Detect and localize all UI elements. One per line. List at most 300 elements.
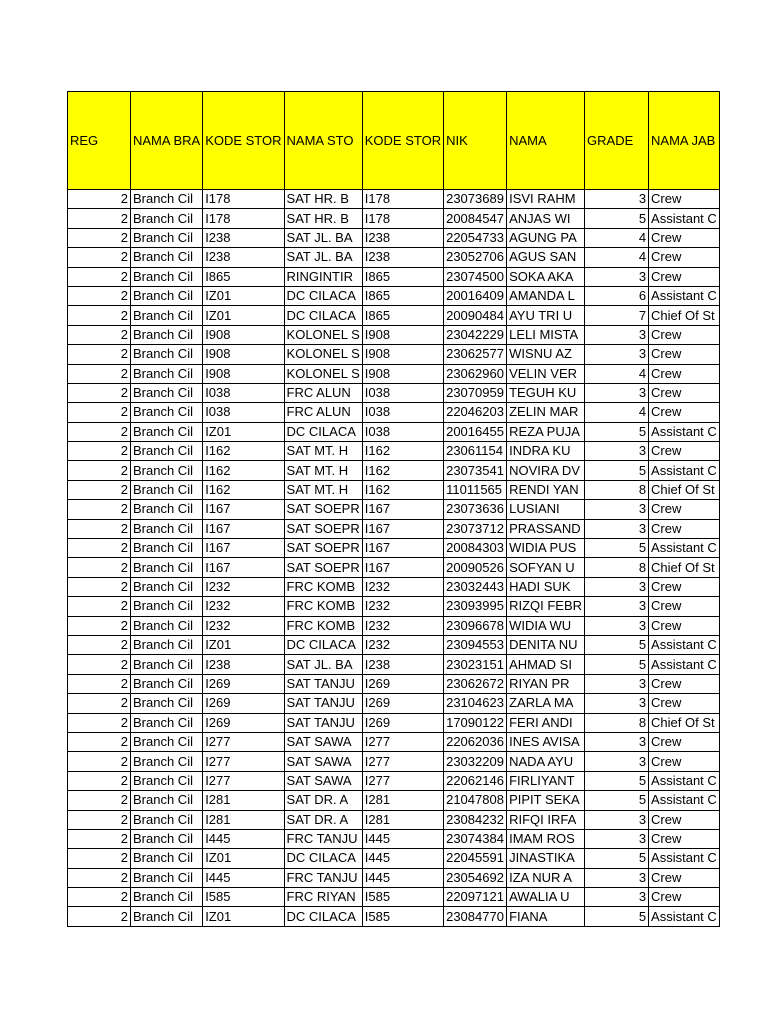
- cell-col-nama-branch[interactable]: Branch Cil: [131, 888, 203, 907]
- cell-col-nama-store[interactable]: SAT MT. H: [284, 442, 362, 461]
- cell-col-nama-branch[interactable]: Branch Cil: [131, 422, 203, 441]
- cell-col-grade[interactable]: 5: [585, 771, 649, 790]
- header-cell-col-kode-store-1[interactable]: KODE STOR: [203, 92, 284, 190]
- cell-col-nama-store[interactable]: FRC KOMB: [284, 577, 362, 596]
- cell-col-nama-store[interactable]: DC CILACA: [284, 306, 362, 325]
- cell-col-nama-jabatan[interactable]: Assistant C: [649, 422, 720, 441]
- cell-col-kode-store-1[interactable]: I232: [203, 577, 284, 596]
- cell-col-reg[interactable]: 2: [68, 228, 131, 247]
- cell-col-kode-store-2[interactable]: I277: [362, 752, 443, 771]
- cell-col-nama-jabatan[interactable]: Crew: [649, 597, 720, 616]
- cell-col-nama-branch[interactable]: Branch Cil: [131, 519, 203, 538]
- cell-col-kode-store-1[interactable]: I167: [203, 558, 284, 577]
- cell-col-grade[interactable]: 3: [585, 732, 649, 751]
- cell-col-nama-store[interactable]: KOLONEL S: [284, 345, 362, 364]
- cell-col-nama-jabatan[interactable]: Chief Of St: [649, 713, 720, 732]
- cell-col-nik[interactable]: 23042229: [444, 325, 507, 344]
- cell-col-kode-store-1[interactable]: I269: [203, 694, 284, 713]
- cell-col-grade[interactable]: 5: [585, 209, 649, 228]
- cell-col-nik[interactable]: 22054733: [444, 228, 507, 247]
- cell-col-kode-store-2[interactable]: I281: [362, 810, 443, 829]
- cell-col-nik[interactable]: 23073541: [444, 461, 507, 480]
- cell-col-nama-jabatan[interactable]: Crew: [649, 325, 720, 344]
- cell-col-grade[interactable]: 4: [585, 403, 649, 422]
- cell-col-reg[interactable]: 2: [68, 635, 131, 654]
- cell-col-kode-store-1[interactable]: IZ01: [203, 907, 284, 926]
- cell-col-reg[interactable]: 2: [68, 655, 131, 674]
- cell-col-grade[interactable]: 3: [585, 190, 649, 209]
- cell-col-nama-jabatan[interactable]: Chief Of St: [649, 480, 720, 499]
- cell-col-nama-jabatan[interactable]: Crew: [649, 403, 720, 422]
- cell-col-nama-branch[interactable]: Branch Cil: [131, 442, 203, 461]
- cell-col-nik[interactable]: 20084303: [444, 539, 507, 558]
- cell-col-nama-branch[interactable]: Branch Cil: [131, 306, 203, 325]
- cell-col-nama-store[interactable]: DC CILACA: [284, 422, 362, 441]
- cell-col-nama[interactable]: ISVI RAHM: [507, 190, 585, 209]
- cell-col-nama[interactable]: DENITA NU: [507, 635, 585, 654]
- cell-col-nama-store[interactable]: FRC KOMB: [284, 597, 362, 616]
- cell-col-kode-store-2[interactable]: I178: [362, 190, 443, 209]
- cell-col-nama[interactable]: FERI ANDI: [507, 713, 585, 732]
- cell-col-kode-store-2[interactable]: I445: [362, 849, 443, 868]
- cell-col-grade[interactable]: 3: [585, 500, 649, 519]
- cell-col-nik[interactable]: 20090526: [444, 558, 507, 577]
- cell-col-reg[interactable]: 2: [68, 694, 131, 713]
- cell-col-reg[interactable]: 2: [68, 461, 131, 480]
- cell-col-kode-store-2[interactable]: I167: [362, 558, 443, 577]
- cell-col-grade[interactable]: 3: [585, 597, 649, 616]
- header-cell-col-nama-store[interactable]: NAMA STO: [284, 92, 362, 190]
- cell-col-grade[interactable]: 5: [585, 791, 649, 810]
- cell-col-reg[interactable]: 2: [68, 539, 131, 558]
- cell-col-reg[interactable]: 2: [68, 403, 131, 422]
- cell-col-nik[interactable]: 20016409: [444, 286, 507, 305]
- cell-col-kode-store-2[interactable]: I038: [362, 403, 443, 422]
- cell-col-nama-branch[interactable]: Branch Cil: [131, 616, 203, 635]
- cell-col-kode-store-1[interactable]: IZ01: [203, 286, 284, 305]
- cell-col-reg[interactable]: 2: [68, 849, 131, 868]
- header-cell-col-nama-jabatan[interactable]: NAMA JAB: [649, 92, 720, 190]
- cell-col-kode-store-1[interactable]: I167: [203, 539, 284, 558]
- cell-col-nama-jabatan[interactable]: Assistant C: [649, 907, 720, 926]
- cell-col-kode-store-2[interactable]: I281: [362, 791, 443, 810]
- cell-col-kode-store-1[interactable]: I167: [203, 500, 284, 519]
- cell-col-reg[interactable]: 2: [68, 306, 131, 325]
- cell-col-reg[interactable]: 2: [68, 248, 131, 267]
- cell-col-nama-jabatan[interactable]: Crew: [649, 829, 720, 848]
- cell-col-nama-store[interactable]: SAT MT. H: [284, 461, 362, 480]
- cell-col-nama-branch[interactable]: Branch Cil: [131, 539, 203, 558]
- cell-col-nik[interactable]: 23052706: [444, 248, 507, 267]
- cell-col-nama-jabatan[interactable]: Crew: [649, 752, 720, 771]
- cell-col-grade[interactable]: 5: [585, 655, 649, 674]
- cell-col-reg[interactable]: 2: [68, 286, 131, 305]
- cell-col-nama-branch[interactable]: Branch Cil: [131, 713, 203, 732]
- cell-col-nik[interactable]: 20084547: [444, 209, 507, 228]
- cell-col-nama-jabatan[interactable]: Crew: [649, 500, 720, 519]
- cell-col-kode-store-1[interactable]: I162: [203, 461, 284, 480]
- cell-col-nama-store[interactable]: FRC TANJU: [284, 868, 362, 887]
- cell-col-nama[interactable]: RIFQI IRFA: [507, 810, 585, 829]
- cell-col-reg[interactable]: 2: [68, 810, 131, 829]
- cell-col-grade[interactable]: 3: [585, 752, 649, 771]
- cell-col-nama-branch[interactable]: Branch Cil: [131, 228, 203, 247]
- cell-col-nama-branch[interactable]: Branch Cil: [131, 635, 203, 654]
- cell-col-grade[interactable]: 7: [585, 306, 649, 325]
- cell-col-nama-store[interactable]: SAT JL. BA: [284, 248, 362, 267]
- cell-col-nama-jabatan[interactable]: Crew: [649, 383, 720, 402]
- cell-col-kode-store-2[interactable]: I038: [362, 383, 443, 402]
- cell-col-kode-store-1[interactable]: I908: [203, 364, 284, 383]
- cell-col-nama-branch[interactable]: Branch Cil: [131, 577, 203, 596]
- cell-col-nama-branch[interactable]: Branch Cil: [131, 597, 203, 616]
- cell-col-nik[interactable]: 23094553: [444, 635, 507, 654]
- cell-col-nik[interactable]: 21047808: [444, 791, 507, 810]
- cell-col-nama-store[interactable]: KOLONEL S: [284, 325, 362, 344]
- cell-col-nama-branch[interactable]: Branch Cil: [131, 674, 203, 693]
- cell-col-nama-store[interactable]: SAT SAWA: [284, 732, 362, 751]
- cell-col-nama-branch[interactable]: Branch Cil: [131, 383, 203, 402]
- cell-col-nama[interactable]: WIDIA PUS: [507, 539, 585, 558]
- cell-col-nama-jabatan[interactable]: Crew: [649, 674, 720, 693]
- cell-col-nama-jabatan[interactable]: Crew: [649, 345, 720, 364]
- cell-col-nik[interactable]: 22062146: [444, 771, 507, 790]
- cell-col-kode-store-2[interactable]: I232: [362, 597, 443, 616]
- cell-col-nama-jabatan[interactable]: Assistant C: [649, 209, 720, 228]
- cell-col-nama-branch[interactable]: Branch Cil: [131, 907, 203, 926]
- cell-col-grade[interactable]: 8: [585, 558, 649, 577]
- cell-col-nama-store[interactable]: RINGINTIR: [284, 267, 362, 286]
- cell-col-kode-store-1[interactable]: IZ01: [203, 635, 284, 654]
- cell-col-nama[interactable]: VELIN VER: [507, 364, 585, 383]
- cell-col-nama[interactable]: LUSIANI: [507, 500, 585, 519]
- cell-col-grade[interactable]: 6: [585, 286, 649, 305]
- cell-col-grade[interactable]: 5: [585, 907, 649, 926]
- cell-col-nama-jabatan[interactable]: Assistant C: [649, 539, 720, 558]
- cell-col-grade[interactable]: 3: [585, 267, 649, 286]
- cell-col-nama-jabatan[interactable]: Crew: [649, 616, 720, 635]
- cell-col-kode-store-2[interactable]: I167: [362, 539, 443, 558]
- cell-col-kode-store-1[interactable]: I162: [203, 480, 284, 499]
- cell-col-nama[interactable]: RIZQI FEBR: [507, 597, 585, 616]
- cell-col-nama[interactable]: AHMAD SI: [507, 655, 585, 674]
- cell-col-nama-jabatan[interactable]: Crew: [649, 190, 720, 209]
- cell-col-grade[interactable]: 8: [585, 713, 649, 732]
- cell-col-nama[interactable]: LELI MISTA: [507, 325, 585, 344]
- cell-col-nik[interactable]: 23073689: [444, 190, 507, 209]
- cell-col-nama-store[interactable]: SAT SAWA: [284, 752, 362, 771]
- cell-col-nama[interactable]: FIRLIYANT: [507, 771, 585, 790]
- cell-col-grade[interactable]: 4: [585, 364, 649, 383]
- cell-col-nama-store[interactable]: SAT TANJU: [284, 713, 362, 732]
- cell-col-kode-store-1[interactable]: I908: [203, 325, 284, 344]
- cell-col-reg[interactable]: 2: [68, 500, 131, 519]
- cell-col-reg[interactable]: 2: [68, 383, 131, 402]
- cell-col-reg[interactable]: 2: [68, 752, 131, 771]
- cell-col-nama-branch[interactable]: Branch Cil: [131, 752, 203, 771]
- cell-col-nik[interactable]: 23073636: [444, 500, 507, 519]
- cell-col-nama-store[interactable]: SAT DR. A: [284, 810, 362, 829]
- cell-col-nama[interactable]: NOVIRA DV: [507, 461, 585, 480]
- cell-col-kode-store-2[interactable]: I908: [362, 345, 443, 364]
- cell-col-kode-store-2[interactable]: I162: [362, 480, 443, 499]
- cell-col-kode-store-1[interactable]: I238: [203, 655, 284, 674]
- cell-col-nama[interactable]: ZARLA MA: [507, 694, 585, 713]
- cell-col-nama-jabatan[interactable]: Assistant C: [649, 635, 720, 654]
- cell-col-kode-store-2[interactable]: I232: [362, 577, 443, 596]
- cell-col-grade[interactable]: 5: [585, 422, 649, 441]
- cell-col-nik[interactable]: 22045591: [444, 849, 507, 868]
- cell-col-kode-store-2[interactable]: I585: [362, 907, 443, 926]
- cell-col-nik[interactable]: 17090122: [444, 713, 507, 732]
- cell-col-nama-store[interactable]: SAT SOEPR: [284, 558, 362, 577]
- cell-col-grade[interactable]: 3: [585, 888, 649, 907]
- cell-col-nama[interactable]: IZA NUR A: [507, 868, 585, 887]
- cell-col-nama-store[interactable]: SAT SAWA: [284, 771, 362, 790]
- cell-col-grade[interactable]: 3: [585, 810, 649, 829]
- cell-col-kode-store-2[interactable]: I277: [362, 732, 443, 751]
- cell-col-nik[interactable]: 23032209: [444, 752, 507, 771]
- cell-col-nik[interactable]: 23084232: [444, 810, 507, 829]
- cell-col-reg[interactable]: 2: [68, 829, 131, 848]
- cell-col-nama-store[interactable]: SAT SOEPR: [284, 519, 362, 538]
- cell-col-nama[interactable]: ANJAS WI: [507, 209, 585, 228]
- cell-col-nama-store[interactable]: FRC ALUN: [284, 383, 362, 402]
- cell-col-nik[interactable]: 20016455: [444, 422, 507, 441]
- cell-col-nik[interactable]: 23023151: [444, 655, 507, 674]
- cell-col-reg[interactable]: 2: [68, 713, 131, 732]
- cell-col-kode-store-1[interactable]: I178: [203, 190, 284, 209]
- cell-col-nama-jabatan[interactable]: Chief Of St: [649, 558, 720, 577]
- cell-col-nama[interactable]: RENDI YAN: [507, 480, 585, 499]
- cell-col-nama[interactable]: RIYAN PR: [507, 674, 585, 693]
- cell-col-nama-branch[interactable]: Branch Cil: [131, 364, 203, 383]
- cell-col-nik[interactable]: 22046203: [444, 403, 507, 422]
- cell-col-kode-store-2[interactable]: I277: [362, 771, 443, 790]
- cell-col-nama-store[interactable]: SAT DR. A: [284, 791, 362, 810]
- cell-col-kode-store-1[interactable]: I445: [203, 829, 284, 848]
- cell-col-kode-store-2[interactable]: I865: [362, 306, 443, 325]
- cell-col-kode-store-2[interactable]: I908: [362, 325, 443, 344]
- cell-col-nik[interactable]: 22062036: [444, 732, 507, 751]
- cell-col-kode-store-2[interactable]: I865: [362, 267, 443, 286]
- cell-col-nik[interactable]: 23070959: [444, 383, 507, 402]
- cell-col-grade[interactable]: 3: [585, 674, 649, 693]
- cell-col-reg[interactable]: 2: [68, 519, 131, 538]
- cell-col-reg[interactable]: 2: [68, 364, 131, 383]
- cell-col-nama[interactable]: AMANDA L: [507, 286, 585, 305]
- cell-col-reg[interactable]: 2: [68, 325, 131, 344]
- cell-col-nama-store[interactable]: SAT JL. BA: [284, 228, 362, 247]
- cell-col-nama-branch[interactable]: Branch Cil: [131, 286, 203, 305]
- cell-col-kode-store-1[interactable]: I865: [203, 267, 284, 286]
- header-cell-col-nik[interactable]: NIK: [444, 92, 507, 190]
- cell-col-nama-branch[interactable]: Branch Cil: [131, 810, 203, 829]
- cell-col-nama-store[interactable]: DC CILACA: [284, 286, 362, 305]
- cell-col-grade[interactable]: 3: [585, 345, 649, 364]
- cell-col-nama-jabatan[interactable]: Crew: [649, 577, 720, 596]
- cell-col-nik[interactable]: 23074500: [444, 267, 507, 286]
- cell-col-nama-branch[interactable]: Branch Cil: [131, 461, 203, 480]
- cell-col-nama-jabatan[interactable]: Chief Of St: [649, 306, 720, 325]
- cell-col-nik[interactable]: 23104623: [444, 694, 507, 713]
- cell-col-nama-branch[interactable]: Branch Cil: [131, 190, 203, 209]
- header-cell-col-nama[interactable]: NAMA: [507, 92, 585, 190]
- cell-col-nama-jabatan[interactable]: Assistant C: [649, 849, 720, 868]
- header-cell-col-kode-store-2[interactable]: KODE STOR: [362, 92, 443, 190]
- cell-col-grade[interactable]: 5: [585, 539, 649, 558]
- cell-col-nik[interactable]: 23062960: [444, 364, 507, 383]
- cell-col-kode-store-2[interactable]: I269: [362, 674, 443, 693]
- cell-col-kode-store-1[interactable]: IZ01: [203, 849, 284, 868]
- cell-col-nama-branch[interactable]: Branch Cil: [131, 732, 203, 751]
- cell-col-nik[interactable]: 23074384: [444, 829, 507, 848]
- cell-col-nama-store[interactable]: SAT JL. BA: [284, 655, 362, 674]
- cell-col-nama[interactable]: FIANA: [507, 907, 585, 926]
- cell-col-nama-branch[interactable]: Branch Cil: [131, 209, 203, 228]
- cell-col-nik[interactable]: 23096678: [444, 616, 507, 635]
- cell-col-kode-store-2[interactable]: I445: [362, 829, 443, 848]
- cell-col-grade[interactable]: 5: [585, 849, 649, 868]
- cell-col-nama-store[interactable]: FRC RIYAN: [284, 888, 362, 907]
- cell-col-nama-jabatan[interactable]: Crew: [649, 364, 720, 383]
- cell-col-reg[interactable]: 2: [68, 907, 131, 926]
- cell-col-grade[interactable]: 3: [585, 829, 649, 848]
- cell-col-kode-store-1[interactable]: I232: [203, 597, 284, 616]
- cell-col-kode-store-2[interactable]: I908: [362, 364, 443, 383]
- cell-col-nama-branch[interactable]: Branch Cil: [131, 655, 203, 674]
- cell-col-nama[interactable]: INES AVISA: [507, 732, 585, 751]
- cell-col-kode-store-2[interactable]: I238: [362, 248, 443, 267]
- cell-col-kode-store-2[interactable]: I238: [362, 655, 443, 674]
- header-cell-col-nama-branch[interactable]: NAMA BRA: [131, 92, 203, 190]
- cell-col-kode-store-2[interactable]: I038: [362, 422, 443, 441]
- cell-col-nama-store[interactable]: DC CILACA: [284, 907, 362, 926]
- cell-col-kode-store-1[interactable]: I232: [203, 616, 284, 635]
- cell-col-nama-store[interactable]: SAT HR. B: [284, 190, 362, 209]
- cell-col-nama-jabatan[interactable]: Crew: [649, 888, 720, 907]
- cell-col-nama-store[interactable]: SAT MT. H: [284, 480, 362, 499]
- cell-col-reg[interactable]: 2: [68, 616, 131, 635]
- cell-col-reg[interactable]: 2: [68, 577, 131, 596]
- cell-col-reg[interactable]: 2: [68, 422, 131, 441]
- cell-col-kode-store-2[interactable]: I162: [362, 442, 443, 461]
- cell-col-nama-jabatan[interactable]: Crew: [649, 694, 720, 713]
- cell-col-grade[interactable]: 3: [585, 868, 649, 887]
- cell-col-reg[interactable]: 2: [68, 791, 131, 810]
- cell-col-nama-store[interactable]: FRC ALUN: [284, 403, 362, 422]
- cell-col-nik[interactable]: 11011565: [444, 480, 507, 499]
- cell-col-nama[interactable]: HADI SUK: [507, 577, 585, 596]
- cell-col-nama[interactable]: WIDIA WU: [507, 616, 585, 635]
- cell-col-grade[interactable]: 5: [585, 461, 649, 480]
- cell-col-nama-branch[interactable]: Branch Cil: [131, 558, 203, 577]
- header-cell-col-reg[interactable]: REG: [68, 92, 131, 190]
- cell-col-nik[interactable]: 23061154: [444, 442, 507, 461]
- cell-col-kode-store-2[interactable]: I269: [362, 713, 443, 732]
- cell-col-kode-store-2[interactable]: I865: [362, 286, 443, 305]
- cell-col-grade[interactable]: 3: [585, 577, 649, 596]
- cell-col-nama[interactable]: NADA AYU: [507, 752, 585, 771]
- cell-col-nama[interactable]: AGUNG PA: [507, 228, 585, 247]
- cell-col-reg[interactable]: 2: [68, 771, 131, 790]
- cell-col-reg[interactable]: 2: [68, 267, 131, 286]
- cell-col-reg[interactable]: 2: [68, 888, 131, 907]
- cell-col-grade[interactable]: 3: [585, 442, 649, 461]
- cell-col-kode-store-1[interactable]: I178: [203, 209, 284, 228]
- cell-col-nama-branch[interactable]: Branch Cil: [131, 500, 203, 519]
- cell-col-nama[interactable]: REZA PUJA: [507, 422, 585, 441]
- cell-col-kode-store-2[interactable]: I445: [362, 868, 443, 887]
- cell-col-grade[interactable]: 3: [585, 325, 649, 344]
- cell-col-nama[interactable]: PRASSAND: [507, 519, 585, 538]
- cell-col-nama-store[interactable]: FRC TANJU: [284, 829, 362, 848]
- cell-col-nama[interactable]: IMAM ROS: [507, 829, 585, 848]
- cell-col-nama-branch[interactable]: Branch Cil: [131, 791, 203, 810]
- cell-col-grade[interactable]: 4: [585, 248, 649, 267]
- cell-col-nama[interactable]: TEGUH KU: [507, 383, 585, 402]
- cell-col-grade[interactable]: 3: [585, 383, 649, 402]
- cell-col-kode-store-2[interactable]: I269: [362, 694, 443, 713]
- cell-col-reg[interactable]: 2: [68, 190, 131, 209]
- cell-col-kode-store-1[interactable]: I167: [203, 519, 284, 538]
- cell-col-nik[interactable]: 22097121: [444, 888, 507, 907]
- cell-col-grade[interactable]: 3: [585, 519, 649, 538]
- cell-col-kode-store-2[interactable]: I162: [362, 461, 443, 480]
- cell-col-kode-store-1[interactable]: I585: [203, 888, 284, 907]
- cell-col-kode-store-1[interactable]: I238: [203, 248, 284, 267]
- cell-col-kode-store-2[interactable]: I167: [362, 500, 443, 519]
- cell-col-kode-store-2[interactable]: I232: [362, 635, 443, 654]
- cell-col-kode-store-1[interactable]: I038: [203, 403, 284, 422]
- cell-col-nama[interactable]: ZELIN MAR: [507, 403, 585, 422]
- cell-col-nama-jabatan[interactable]: Crew: [649, 228, 720, 247]
- cell-col-nama[interactable]: INDRA KU: [507, 442, 585, 461]
- cell-col-kode-store-1[interactable]: IZ01: [203, 306, 284, 325]
- cell-col-kode-store-1[interactable]: I162: [203, 442, 284, 461]
- cell-col-nama-branch[interactable]: Branch Cil: [131, 267, 203, 286]
- cell-col-nama[interactable]: AGUS SAN: [507, 248, 585, 267]
- cell-col-nama[interactable]: PIPIT SEKA: [507, 791, 585, 810]
- cell-col-grade[interactable]: 5: [585, 635, 649, 654]
- cell-col-nama-jabatan[interactable]: Crew: [649, 248, 720, 267]
- cell-col-nama-store[interactable]: KOLONEL S: [284, 364, 362, 383]
- cell-col-nama-branch[interactable]: Branch Cil: [131, 480, 203, 499]
- cell-col-kode-store-1[interactable]: I908: [203, 345, 284, 364]
- cell-col-nama-jabatan[interactable]: Crew: [649, 810, 720, 829]
- cell-col-grade[interactable]: 3: [585, 616, 649, 635]
- cell-col-nama-jabatan[interactable]: Crew: [649, 868, 720, 887]
- cell-col-nama[interactable]: AYU TRI U: [507, 306, 585, 325]
- cell-col-nama-store[interactable]: SAT TANJU: [284, 674, 362, 693]
- cell-col-reg[interactable]: 2: [68, 868, 131, 887]
- cell-col-kode-store-2[interactable]: I167: [362, 519, 443, 538]
- cell-col-nama-jabatan[interactable]: Crew: [649, 732, 720, 751]
- cell-col-reg[interactable]: 2: [68, 442, 131, 461]
- cell-col-nik[interactable]: 23093995: [444, 597, 507, 616]
- cell-col-nama[interactable]: SOFYAN U: [507, 558, 585, 577]
- cell-col-nama-jabatan[interactable]: Assistant C: [649, 791, 720, 810]
- cell-col-nama-branch[interactable]: Branch Cil: [131, 868, 203, 887]
- cell-col-nama[interactable]: AWALIA U: [507, 888, 585, 907]
- cell-col-nama-branch[interactable]: Branch Cil: [131, 345, 203, 364]
- cell-col-nik[interactable]: 23032443: [444, 577, 507, 596]
- cell-col-nama[interactable]: SOKA AKA: [507, 267, 585, 286]
- cell-col-nama-jabatan[interactable]: Crew: [649, 442, 720, 461]
- cell-col-nama-branch[interactable]: Branch Cil: [131, 248, 203, 267]
- cell-col-reg[interactable]: 2: [68, 558, 131, 577]
- cell-col-nama-jabatan[interactable]: Assistant C: [649, 461, 720, 480]
